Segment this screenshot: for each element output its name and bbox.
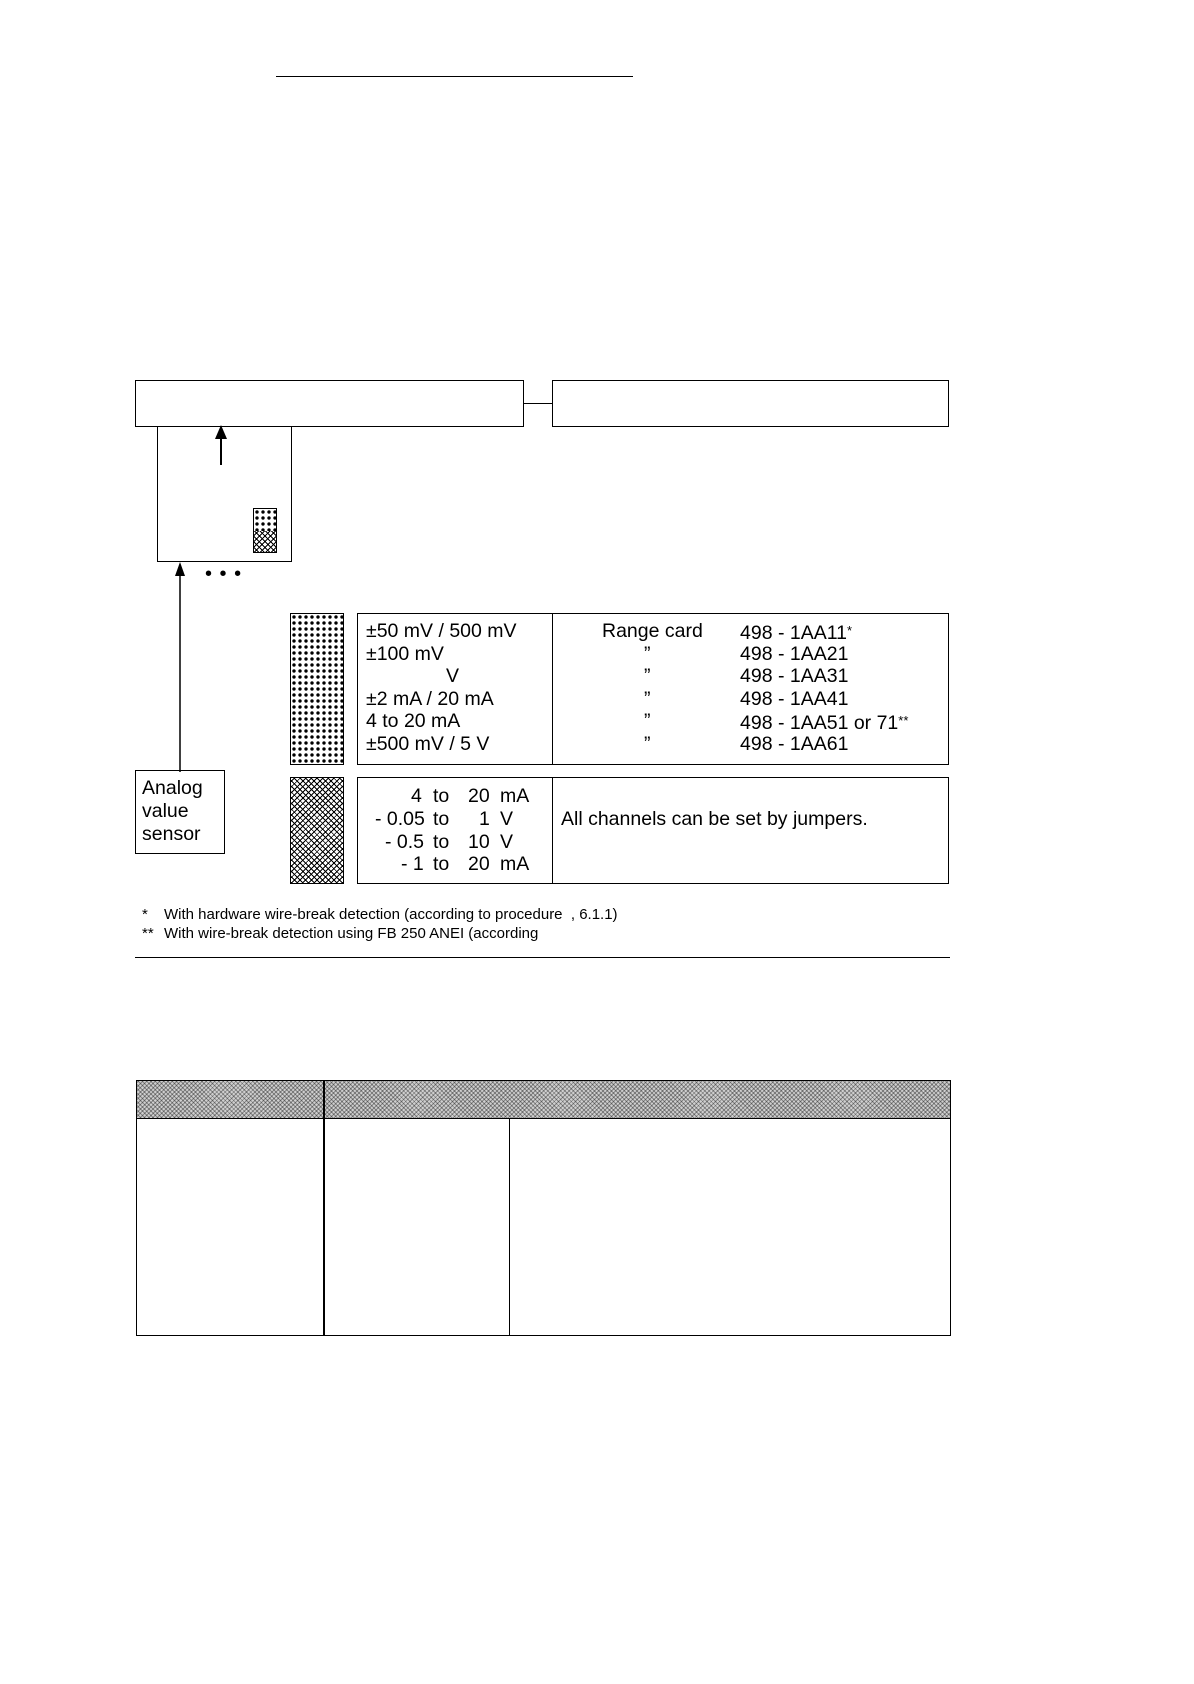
signal-5: 4 to 20 mA bbox=[366, 710, 461, 732]
sensor-label-3: sensor bbox=[142, 823, 201, 845]
table-header-cell-2 bbox=[324, 1080, 950, 1118]
order-number-3: 498 - 1AA31 bbox=[740, 665, 849, 687]
slot-dot-pattern bbox=[254, 509, 276, 531]
table-col-divider-2 bbox=[509, 1118, 510, 1336]
jumper-to-word-3: to bbox=[433, 831, 450, 853]
jumper-unit-2: V bbox=[500, 808, 514, 830]
order-number-5-text: 498 - 1AA51 or 71 bbox=[740, 712, 899, 734]
jumper-to-1: 20 bbox=[468, 785, 490, 807]
range-card-slot bbox=[253, 508, 277, 553]
footnote-mark-2: ** bbox=[898, 713, 909, 728]
jumper-from-4: - 1 bbox=[401, 853, 424, 875]
slot-cross-pattern bbox=[254, 531, 276, 553]
jumper-to-3: 10 bbox=[468, 831, 490, 853]
order-number-4: 498 - 1AA41 bbox=[740, 688, 849, 710]
table-header-cell-1 bbox=[136, 1080, 323, 1118]
sensor-label-1: Analog bbox=[142, 777, 203, 799]
ditto-4: ” bbox=[644, 710, 651, 732]
ditto-1: ” bbox=[644, 643, 651, 665]
section-rule bbox=[135, 957, 950, 958]
footnote-1-text: With hardware wire-break detection (according to procedure , 6.1.1) bbox=[164, 906, 618, 923]
ditto-3: ” bbox=[644, 688, 651, 710]
module-connector bbox=[524, 403, 553, 404]
signal-2: ±100 mV bbox=[366, 643, 444, 665]
footnote-mark-1: * bbox=[846, 623, 853, 638]
ditto-5: ” bbox=[644, 733, 651, 755]
range-card-label: Range card bbox=[602, 620, 703, 642]
table-left-border bbox=[136, 1080, 137, 1336]
jumper-to-word-2: to bbox=[433, 808, 450, 830]
signal-1: ±50 mV / 500 mV bbox=[366, 620, 517, 642]
jumper-to-2: 1 bbox=[479, 808, 490, 830]
sensor-arrow-icon bbox=[170, 560, 190, 772]
footnote-2-text: With wire-break detection using FB 250 ANEI (according bbox=[164, 925, 539, 942]
jumper-to-4: 20 bbox=[468, 853, 490, 875]
jumper-from-2: - 0.05 bbox=[375, 808, 425, 830]
table-top-border bbox=[136, 1080, 951, 1081]
table-bottom-border bbox=[136, 1335, 951, 1336]
jumper-from-1: 4 bbox=[411, 785, 422, 807]
order-number-6: 498 - 1AA61 bbox=[740, 733, 849, 755]
table-col-divider-1 bbox=[323, 1080, 325, 1336]
ditto-2: ” bbox=[644, 665, 651, 687]
jumper-note: All channels can be set by jumpers. bbox=[561, 808, 868, 830]
jumper-to-word-1: to bbox=[433, 785, 450, 807]
order-number-1-text: 498 - 1AA11 bbox=[740, 622, 847, 644]
range-card-pattern bbox=[290, 613, 344, 765]
signal-4: ±2 mA / 20 mA bbox=[366, 688, 494, 710]
jumper-to-word-4: to bbox=[433, 853, 450, 875]
table-header-border bbox=[136, 1118, 951, 1119]
jumper-unit-4: mA bbox=[500, 853, 530, 875]
range-card-divider bbox=[552, 613, 553, 765]
footnote-1-mark: * bbox=[142, 906, 148, 923]
signal-3: V bbox=[446, 665, 460, 687]
signal-6: ±500 mV / 5 V bbox=[366, 733, 490, 755]
module-box-left bbox=[135, 380, 524, 427]
jumper-divider bbox=[552, 777, 553, 884]
sensor-label-2: value bbox=[142, 800, 189, 822]
jumper-unit-3: V bbox=[500, 831, 514, 853]
ellipsis: • • • bbox=[205, 563, 243, 585]
header-rule bbox=[276, 76, 633, 77]
up-arrow-icon bbox=[211, 425, 231, 467]
table-right-border bbox=[950, 1080, 951, 1336]
footnote-2-mark: ** bbox=[142, 925, 154, 942]
jumper-unit-1: mA bbox=[500, 785, 530, 807]
jumper-pattern bbox=[290, 777, 344, 884]
order-number-2: 498 - 1AA21 bbox=[740, 643, 849, 665]
jumper-from-3: - 0.5 bbox=[385, 831, 425, 853]
module-box-right bbox=[552, 380, 949, 427]
